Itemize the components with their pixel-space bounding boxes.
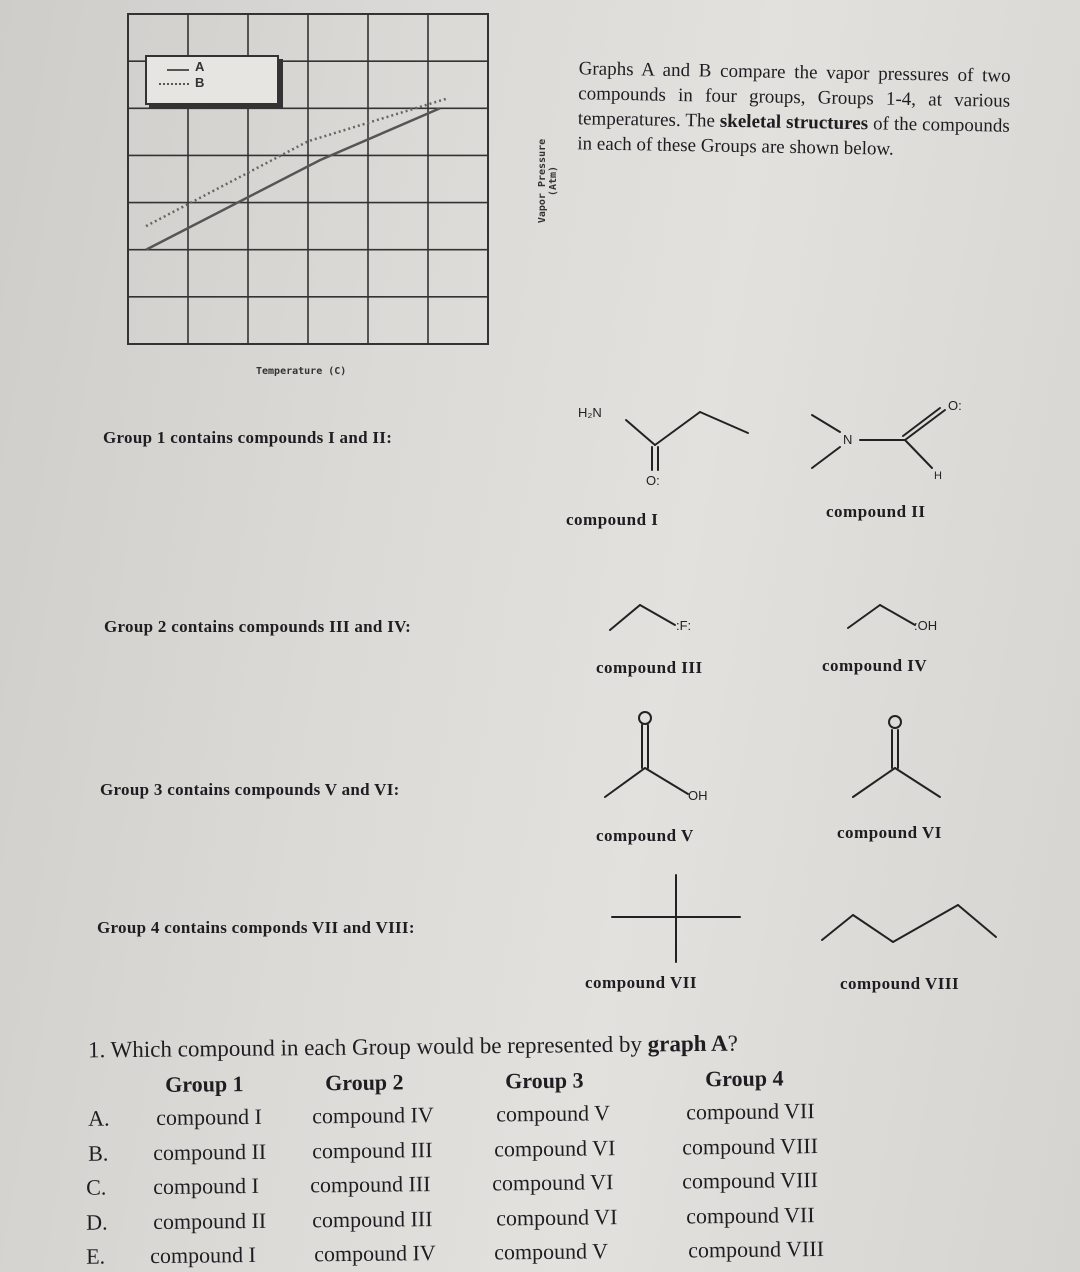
question-text: Which compound in each Group would be represented by bbox=[110, 1031, 648, 1063]
header-group-4: Group 4 bbox=[704, 1065, 784, 1092]
option-cell: compound IV bbox=[314, 1240, 436, 1267]
option-letter: D. bbox=[86, 1209, 108, 1235]
header-group-2: Group 2 bbox=[325, 1069, 404, 1096]
compound-vi-structure bbox=[853, 716, 940, 797]
option-cell: compound V bbox=[496, 1100, 611, 1127]
compound-vii-label: compound VII bbox=[585, 973, 697, 992]
compound-i-structure bbox=[626, 412, 748, 470]
intro-bold-text: skeletal structures bbox=[719, 110, 869, 135]
chart-series-b-line bbox=[146, 99, 446, 226]
group-4-label: Group 4 contains componds VII and VIII: bbox=[97, 918, 415, 937]
group-1-label: Group 1 contains compounds I and II: bbox=[103, 428, 393, 447]
option-row-a[interactable] bbox=[0, 1095, 1080, 1131]
legend-label-a: A bbox=[195, 59, 205, 74]
compound-iv-label: compound IV bbox=[822, 656, 928, 675]
option-cell: compound II bbox=[153, 1207, 267, 1235]
answer-header-row bbox=[0, 1062, 1080, 1097]
legend-swatch-b bbox=[159, 83, 189, 85]
intro-text-1: Graphs A and B compare the vapor pressures of two compounds in four groups, Groups 1-4, at various temperatures. The bbox=[577, 58, 1011, 132]
compound-i-label: compound I bbox=[566, 510, 659, 529]
compound-iii-label: compound III bbox=[596, 658, 703, 677]
option-cell: compound VII bbox=[685, 1202, 815, 1229]
header-group-1: Group 1 bbox=[165, 1071, 244, 1097]
atom-n-compound-ii: N bbox=[843, 432, 853, 447]
question-end: ? bbox=[727, 1030, 738, 1056]
option-cell: compound I bbox=[156, 1103, 262, 1131]
legend-swatch-a bbox=[167, 69, 189, 71]
atom-o-compound-i: O: bbox=[646, 473, 660, 488]
option-cell: compound I bbox=[153, 1172, 259, 1200]
compound-viii-structure bbox=[822, 905, 996, 942]
option-row-b[interactable] bbox=[0, 1130, 1080, 1166]
compound-vi-label: compound VI bbox=[837, 823, 942, 842]
header-group-3: Group 3 bbox=[505, 1067, 584, 1094]
atom-oh-compound-iv: :OH bbox=[914, 618, 938, 633]
option-row-c[interactable] bbox=[0, 1164, 1080, 1200]
question-number: 1. bbox=[87, 1037, 106, 1063]
compound-iv-structure bbox=[848, 605, 915, 628]
compound-ii-structure bbox=[812, 408, 945, 468]
option-cell: compound VIII bbox=[687, 1236, 825, 1263]
option-letter: B. bbox=[88, 1140, 109, 1166]
option-cell: compound V bbox=[494, 1238, 609, 1265]
option-letter: E. bbox=[86, 1243, 106, 1269]
compound-viii-label: compound VIII bbox=[840, 974, 960, 993]
option-row-e[interactable] bbox=[0, 1233, 1080, 1269]
option-row-d[interactable] bbox=[0, 1199, 1080, 1235]
option-cell: compound I bbox=[150, 1241, 256, 1269]
chart-y-axis-label: Vapor Pressure (Atm) bbox=[537, 138, 559, 224]
compound-v-structure bbox=[605, 712, 688, 797]
compound-vii-structure bbox=[612, 875, 740, 962]
compound-v-label: compound V bbox=[596, 826, 694, 845]
group-2-label: Group 2 contains compounds III and IV: bbox=[104, 617, 412, 636]
atom-h2n: H₂N bbox=[578, 405, 602, 420]
option-cell: compound III bbox=[312, 1206, 433, 1233]
question-bold: graph A bbox=[647, 1030, 728, 1057]
option-cell: compound VII bbox=[685, 1098, 815, 1125]
option-cell: compound II bbox=[153, 1138, 267, 1166]
option-cell: compound VI bbox=[496, 1204, 618, 1231]
atom-h-compound-ii: H bbox=[934, 470, 942, 482]
option-cell: compound III bbox=[310, 1171, 431, 1198]
compound-iii-structure bbox=[610, 605, 675, 630]
question-1 bbox=[88, 1031, 738, 1064]
option-letter: A. bbox=[88, 1105, 110, 1131]
intro-paragraph bbox=[577, 56, 1011, 164]
compound-ii-label: compound II bbox=[826, 502, 926, 521]
option-cell: compound VIII bbox=[681, 1133, 819, 1160]
intro-text-2: of the compounds in each of these Groups are shown below. bbox=[577, 113, 1010, 160]
group-3-label: Group 3 contains compounds V and VI: bbox=[100, 780, 400, 799]
chart-legend bbox=[145, 55, 279, 105]
option-cell: compound VI bbox=[494, 1135, 616, 1162]
chart-series-a-line bbox=[146, 108, 440, 249]
legend-label-b: B bbox=[195, 75, 205, 90]
option-cell: compound IV bbox=[312, 1102, 434, 1129]
atom-f-compound-iii: :F: bbox=[676, 618, 692, 633]
option-letter: C. bbox=[86, 1174, 107, 1200]
option-cell: compound VI bbox=[492, 1169, 614, 1196]
option-cell: compound VIII bbox=[681, 1167, 819, 1194]
option-cell: compound III bbox=[312, 1137, 433, 1164]
atom-oh-compound-v: OH bbox=[688, 788, 708, 803]
atom-o-compound-ii: O: bbox=[948, 398, 962, 413]
chart-x-axis-label: Temperature (C) bbox=[256, 366, 347, 377]
